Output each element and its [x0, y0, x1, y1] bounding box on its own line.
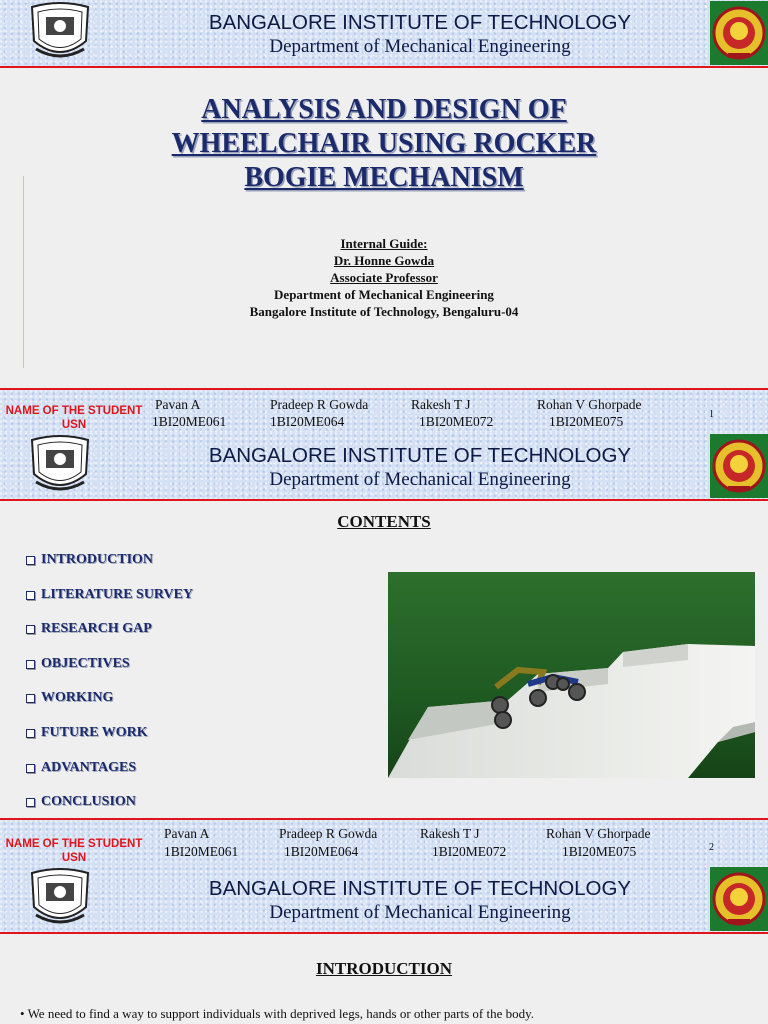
checkbox-bullet-icon: [26, 729, 35, 738]
student-name: Rohan V Ghorpade: [546, 826, 651, 841]
slide1-header-title: [120, 11, 720, 59]
bit-crest-logo: [24, 434, 96, 498]
student-usn: 1BI20ME072: [419, 414, 494, 429]
guide-department: Department of Mechanical Engineering: [274, 287, 494, 302]
checkbox-bullet-icon: [26, 798, 35, 807]
student-label: NAME OF THE STUDENT USN: [5, 838, 143, 864]
bit-crest-logo: [24, 1, 96, 65]
introduction-heading: INTRODUCTION: [315, 959, 453, 978]
page-number: 2: [709, 842, 714, 853]
institute-name: BANGALORE INSTITUTE OF TECHNOLOGY: [208, 11, 632, 34]
student-name: Pradeep R Gowda: [279, 826, 378, 841]
checkbox-bullet-icon: [26, 556, 35, 565]
student-usn: 1BI20ME075: [549, 414, 624, 429]
student-usn: 1BI20ME075: [562, 844, 637, 859]
student-name: Pavan A: [155, 397, 201, 412]
student-usn: 1BI20ME072: [432, 844, 507, 859]
toc-item: FUTURE WORK: [26, 725, 148, 741]
department-name: Department of Mechanical Engineering: [269, 902, 571, 923]
toc-item: WORKING: [26, 690, 113, 706]
student-usn: 1BI20ME064: [270, 414, 345, 429]
guide-name: Dr. Honne Gowda: [333, 253, 435, 268]
circular-emblem-logo: [710, 867, 768, 931]
toc-item: RESEARCH GAP: [26, 621, 152, 637]
header-divider: [0, 499, 768, 501]
slide3-header-title: [120, 877, 720, 925]
student-name: Pradeep R Gowda: [270, 397, 369, 412]
guide-label: Internal Guide:: [340, 236, 428, 251]
checkbox-bullet-icon: [26, 660, 35, 669]
toc-item: OBJECTIVES: [26, 656, 130, 672]
checkbox-bullet-icon: [26, 591, 35, 600]
contents-heading: CONTENTS: [337, 512, 431, 531]
student-name: Rakesh T J: [420, 826, 480, 841]
student-name: Rohan V Ghorpade: [537, 397, 642, 412]
student-label: NAME OF THE STUDENT USN: [5, 405, 143, 431]
circular-emblem-logo: [710, 434, 768, 498]
checkbox-bullet-icon: [26, 764, 35, 773]
toc-item: CONCLUSION: [26, 794, 136, 810]
slide1-title: ANALYSIS AND DESIGN OF WHEELCHAIR USING ROCKER BOGIE MECHANISM: [171, 94, 597, 193]
toc-item: INTRODUCTION: [26, 552, 153, 568]
student-usn: 1BI20ME064: [284, 844, 359, 859]
rocker-bogie-render-image: [388, 572, 755, 778]
header-divider: [0, 66, 768, 68]
checkbox-bullet-icon: [26, 694, 35, 703]
department-name: Department of Mechanical Engineering: [269, 469, 571, 490]
student-usn: 1BI20ME061: [164, 844, 239, 859]
intro-bullet-text: • We need to find a way to support individuals with deprived legs, hands or other parts of the body.: [20, 1006, 535, 1021]
student-usn: 1BI20ME061: [152, 414, 227, 429]
guide-block: [134, 235, 634, 320]
slide2-header-title: [120, 444, 720, 492]
bit-crest-logo: [24, 867, 96, 931]
student-name: Rakesh T J: [411, 397, 471, 412]
institute-name: BANGALORE INSTITUTE OF TECHNOLOGY: [208, 877, 632, 900]
department-name: Department of Mechanical Engineering: [269, 36, 571, 57]
guide-designation: Associate Professor: [330, 270, 438, 285]
checkbox-bullet-icon: [26, 625, 35, 634]
toc-item: ADVANTAGES: [26, 760, 136, 776]
decorative-vertical-line: [23, 176, 24, 368]
guide-institute: Bangalore Institute of Technology, Bengaluru-04: [249, 304, 519, 319]
toc-item: LITERATURE SURVEY: [26, 587, 193, 603]
institute-name: BANGALORE INSTITUTE OF TECHNOLOGY: [208, 444, 632, 467]
student-name: Pavan A: [164, 826, 210, 841]
page-number: 1: [709, 409, 714, 420]
circular-emblem-logo: [710, 1, 768, 65]
header-divider: [0, 932, 768, 934]
